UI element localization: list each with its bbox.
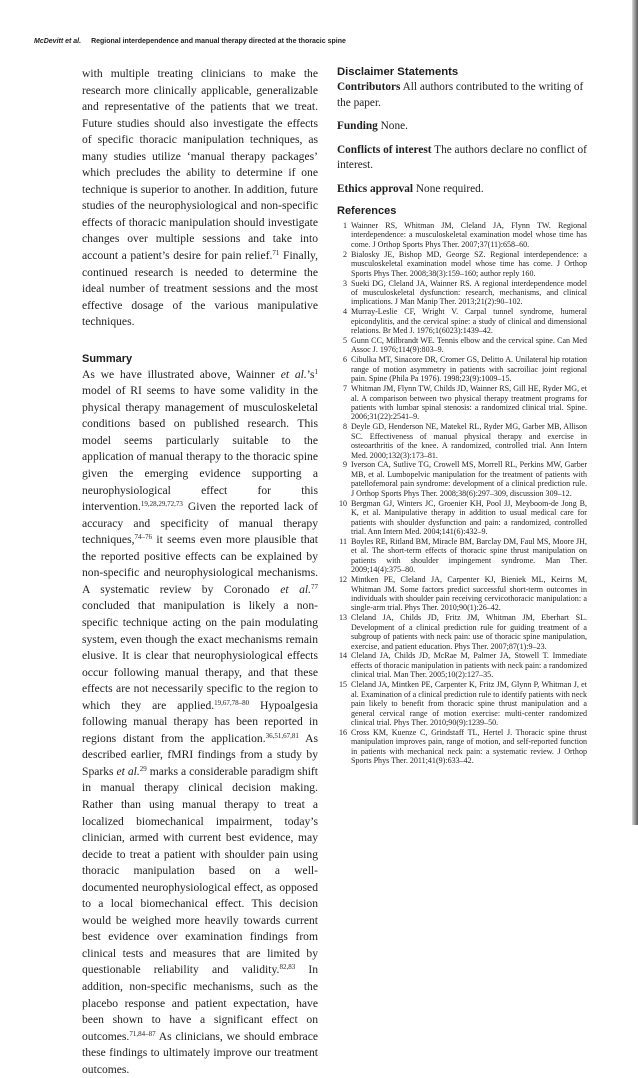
reference-item (337, 384, 587, 422)
summary-heading: Summary (82, 352, 133, 365)
reference-item (337, 250, 587, 278)
reference-item (337, 422, 587, 460)
statement-text: None. (377, 120, 408, 132)
paragraph-text: As clinicians, we should embrace these findings to ultimately improve our treatment outcomes. (82, 1029, 318, 1076)
continued-paragraph (82, 66, 318, 331)
running-header (34, 38, 594, 45)
reference-text: Cleland JA, Mintken PE, Carpenter K, Fritz JM, Glynn P, Whitman J, et al. Examination of a clinical prediction rule to identify patients with neck pain likely to benefit from thoracic spine thrust manipulation and a general cervical range of motion exercise: multi-center randomized clinical trial. Phys Ther. 2010;90(9):1239–50. (351, 680, 587, 728)
citation-superscript: 77 (311, 582, 318, 591)
reference-text: Deyle GD, Henderson NE, Matekel RL, Ryder MG, Garber MB, Allison SC. Effectiveness of manual physical therapy and exercise in osteoarthritis of the knee. A randomized, controlled trial. Ann Intern Med. 2000;132(3):173–81. (351, 422, 587, 460)
references-heading: References (337, 205, 397, 217)
reference-text: Mintken PE, Cleland JA, Carpenter KJ, Bieniek ML, Keirns M, Whitman JM. Some factors predict successful short-term outcomes in individuals with shoulder pain receiving cervicothoracic manipulation: a single-arm trial. Phys Ther. 2010;90(1):26–42. (351, 575, 587, 613)
paragraph-text: Hypoalgesia following manual therapy has been reported in regions distant from the application. (82, 698, 318, 745)
reference-text: Cibulka MT, Sinacore DR, Cromer GS, Delitto A. Unilateral hip rotation range of motion asymmetry in patients with sacroiliac joint regional pain. Spine (Phila Pa 1976). 1998;23(9):1009–15. (351, 355, 587, 384)
disclaimer-heading: Disclaimer Statements (337, 66, 459, 78)
paragraph-text: Given the reported lack of accuracy and specificity of manual therapy techniques, (82, 500, 318, 547)
reference-text: Iverson CA, Sutlive TG, Crowell MS, Morrell RL, Perkins MW, Garber MB, et al. Lumbopelvic manipulation for the treatment of patients with patellofemoral pain syndrome: development of a clinical prediction rule. J Orthop Sports Phys Ther. 2008;38(6):297–309, discussion 309–12. (351, 460, 587, 498)
reference-item (337, 336, 587, 355)
summary-paragraph (82, 367, 318, 1078)
reference-text: Bialosky JE, Bishop MD, George SZ. Regional interdependence: a musculoskeletal examination model whose time has come. J Orthop Sports Phys Ther. 2008;38(3):159–160; author reply 160. (351, 249, 587, 278)
reference-number: 8 (342, 422, 347, 432)
reference-text: Whitman JM, Flynn TW, Childs JD, Wainner RS, Gill HE, Ryder MG, et al. A comparison between two physical therapy treatment programs for patients with lumbar spinal stenosis: a randomized clinical trial. Spine. 2006;31(22):2541–9. (351, 384, 587, 422)
reference-number: 12 (338, 575, 347, 585)
references-list (337, 221, 587, 766)
ethics-statement (337, 182, 587, 198)
reference-number: 7 (342, 384, 347, 394)
scan-edge-shadow (632, 0, 638, 825)
reference-text: Boyles RE, Ritland BM, Miracle BM, Barclay DM, Faul MS, Moore JH, et al. The short-term effects of thoracic spine thrust manipulation on patients with shoulder impingement syndrome. Man Ther. 2009;14(4):375–80. (351, 536, 587, 575)
reference-item (337, 728, 587, 766)
reference-number: 15 (338, 680, 347, 690)
italic-text: et al. (280, 367, 307, 381)
italic-text: et al. (116, 764, 140, 778)
reference-number: 9 (342, 460, 347, 470)
citation-superscript: 82,83 (279, 963, 296, 972)
reference-number: 4 (342, 307, 347, 317)
funding-statement (337, 119, 587, 135)
reference-item (337, 355, 587, 383)
citation-superscript: 19,67,78–80 (214, 698, 250, 707)
right-column (337, 66, 587, 766)
reference-number: 13 (338, 613, 347, 623)
reference-text: Sueki DG, Cleland JA, Wainner RS. A regional interdependence model of musculoskeletal dysfunction: research, mechanisms, and clinical implications. J Man Manip Ther. 2013;21(2):90–102. (351, 278, 587, 307)
paragraph-text: In addition, non-specific mechanisms, such as the placebo response and patient expectation, have been shown to have a significant effect on outcomes. (82, 963, 318, 1043)
citation-superscript: 29 (139, 764, 147, 773)
citation-superscript: 71 (272, 249, 280, 258)
italic-text: et al. (280, 582, 311, 596)
reference-item (337, 537, 587, 575)
citation-superscript: 74–76 (134, 533, 152, 542)
reference-text: Wainner RS, Whitman JM, Cleland JA, Flynn TW. Regional interdependence: a musculoskeletal examination model whose time has come. J Orthop Sports Phys Ther. 2007;37(11):658–60. (351, 221, 587, 249)
statement-label: Contributors (337, 81, 401, 93)
reference-text: Cleland JA, Childs JD, Fritz JM, Whitman JM, Eberhart SL. Development of a clinical prediction rule for guiding treatment of a subgroup of patients with neck pain: use of thoracic spine manipulation, exercise, and patient education. Phys Ther. 2007;87(1):9–23. (351, 613, 587, 651)
citation-superscript: 1 (314, 367, 318, 376)
paragraph-text: As described earlier, fMRI findings from a study by Sparks (82, 731, 318, 778)
reference-item (337, 575, 587, 613)
reference-number: 14 (338, 651, 347, 661)
reference-item (337, 613, 587, 651)
left-column (82, 66, 318, 1078)
reference-number: 6 (342, 355, 347, 365)
reference-number: 2 (342, 249, 347, 259)
reference-number: 16 (338, 727, 347, 737)
paragraph-text: As we have illustrated above, Wainner (82, 367, 281, 381)
paragraph-text: it seems even more plausible that the reported positive effects can be explained by non-specific and neurophysiological mechanisms. A systematic review by Coronado (82, 533, 318, 596)
paragraph-text: model of RI seems to have some validity in the physical therapy management of musculoskeletal conditions based on published research. This model seems particularly suitable to the application of manual therapy to the thoracic spine given the emerging evidence supporting a neurophysiological effect for this intervention. (82, 384, 318, 514)
reference-item (337, 651, 587, 679)
reference-text: Cross KM, Kuenze C, Grindstaff TL, Hertel J. Thoracic spine thrust manipulation improves pain, range of motion, and self-reported function in patients with mechanical neck pain: a systematic review. J Orthop Sports Phys Ther. 2011;41(9):633–42. (351, 727, 587, 766)
citation-superscript: 71,84–87 (129, 1029, 156, 1038)
citation-superscript: 19,28,29,72,73 (140, 500, 183, 509)
statement-label: Conflicts of interest (337, 143, 432, 156)
header-authors: McDevitt et al. (34, 38, 82, 45)
reference-item (337, 499, 587, 537)
header-title: Regional interdependence and manual therapy directed at the thoracic spine (91, 38, 346, 45)
statement-label: Ethics approval (337, 182, 414, 195)
citation-superscript: 36,51,67,81 (265, 731, 299, 740)
paragraph-text: marks a considerable paradigm shift in manual therapy clinical decision making. Rather than using manual therapy to treat a localized biomechanical impairment, today’s clinician, armed with current best evidence, may decide to treat a patient with shoulder pain using thoracic manipulation based on a well-documented neurophysiological effect, as opposed to a local biomechanical effect. This decision would be weighed more heavily towards current best evidence over examination findings from clinical tests and measures that are limited by questionable reliability and validity. (82, 764, 318, 977)
reference-number: 1 (342, 221, 347, 230)
contributors-statement (337, 80, 587, 111)
reference-text: Murray-Leslie CF, Wright V. Carpal tunnel syndrome, humeral epicondylitis, and the cervical spine: a study of clinical and dimensional relations. Br Med J. 1976;1(6023):1439–42. (351, 307, 587, 336)
reference-item (337, 279, 587, 307)
statement-text: None required. (413, 182, 484, 195)
reference-text: Cleland JA, Childs JD, McRae M, Palmer JA, Stowell T. Immediate effects of thoracic manipulation in patients with neck pain: a randomized clinical trial. Man Ther. 2005;10(2):127–35. (351, 651, 587, 680)
statement-label: Funding (337, 120, 378, 132)
reference-number: 11 (339, 536, 347, 546)
paragraph-text: concluded that manipulation is likely a non-specific technique acting on the pain modulating system, even though the exact mechanisms remain elusive. It is clear that neurophysiological effects occur following manual therapy, and that these effects are not necessarily specific to the region to which they are applied. (82, 599, 318, 712)
statement-text: All authors contributed to the writing of the paper. (337, 81, 584, 109)
conflicts-statement (337, 143, 587, 174)
reference-item (337, 680, 587, 727)
reference-text: Gunn CC, Milbrandt WE. Tennis elbow and the cervical spine. Can Med Assoc J. 1976;114(9):803–9. (351, 336, 587, 355)
reference-item (337, 307, 587, 335)
reference-item (337, 460, 587, 498)
reference-text: Bergman GJ, Winters JC, Groenier KH, Pool JJ, Meyboom-de Jong B, K, et al. Manipulative therapy in addition to usual medical care for patients with shoulder dysfunction and pain: a randomized, controlled trial. Ann Intern Med. 2004;141(6):432–9. (351, 498, 587, 537)
reference-item (337, 221, 587, 249)
paragraph-text: with multiple treating clinicians to make the research more clinically applicable, generalizable and representative of the patients that we treat. Future studies should also investigate the effects of specific thoracic manipulation techniques, as many studies utilize ‘manual therapy packages’ which precludes the ability to determine if one technique is superior to another. In addition, future studies of the neurophysiological and non-specific effects of thoracic manipulation should investigate changes over multiple sessions and take into account a patient’s desire for pain relief. (82, 67, 318, 263)
reference-number: 10 (338, 498, 347, 508)
paragraph-text: Finally, continued research is needed to determine the ideal number of treatment sessions and the most effective dosage of the various manipulative techniques. (82, 249, 318, 329)
statement-text: The authors declare no conflict of interest. (337, 143, 587, 171)
reference-number: 5 (342, 336, 347, 345)
reference-number: 3 (342, 278, 347, 288)
paragraph-text: ’s (306, 367, 315, 381)
